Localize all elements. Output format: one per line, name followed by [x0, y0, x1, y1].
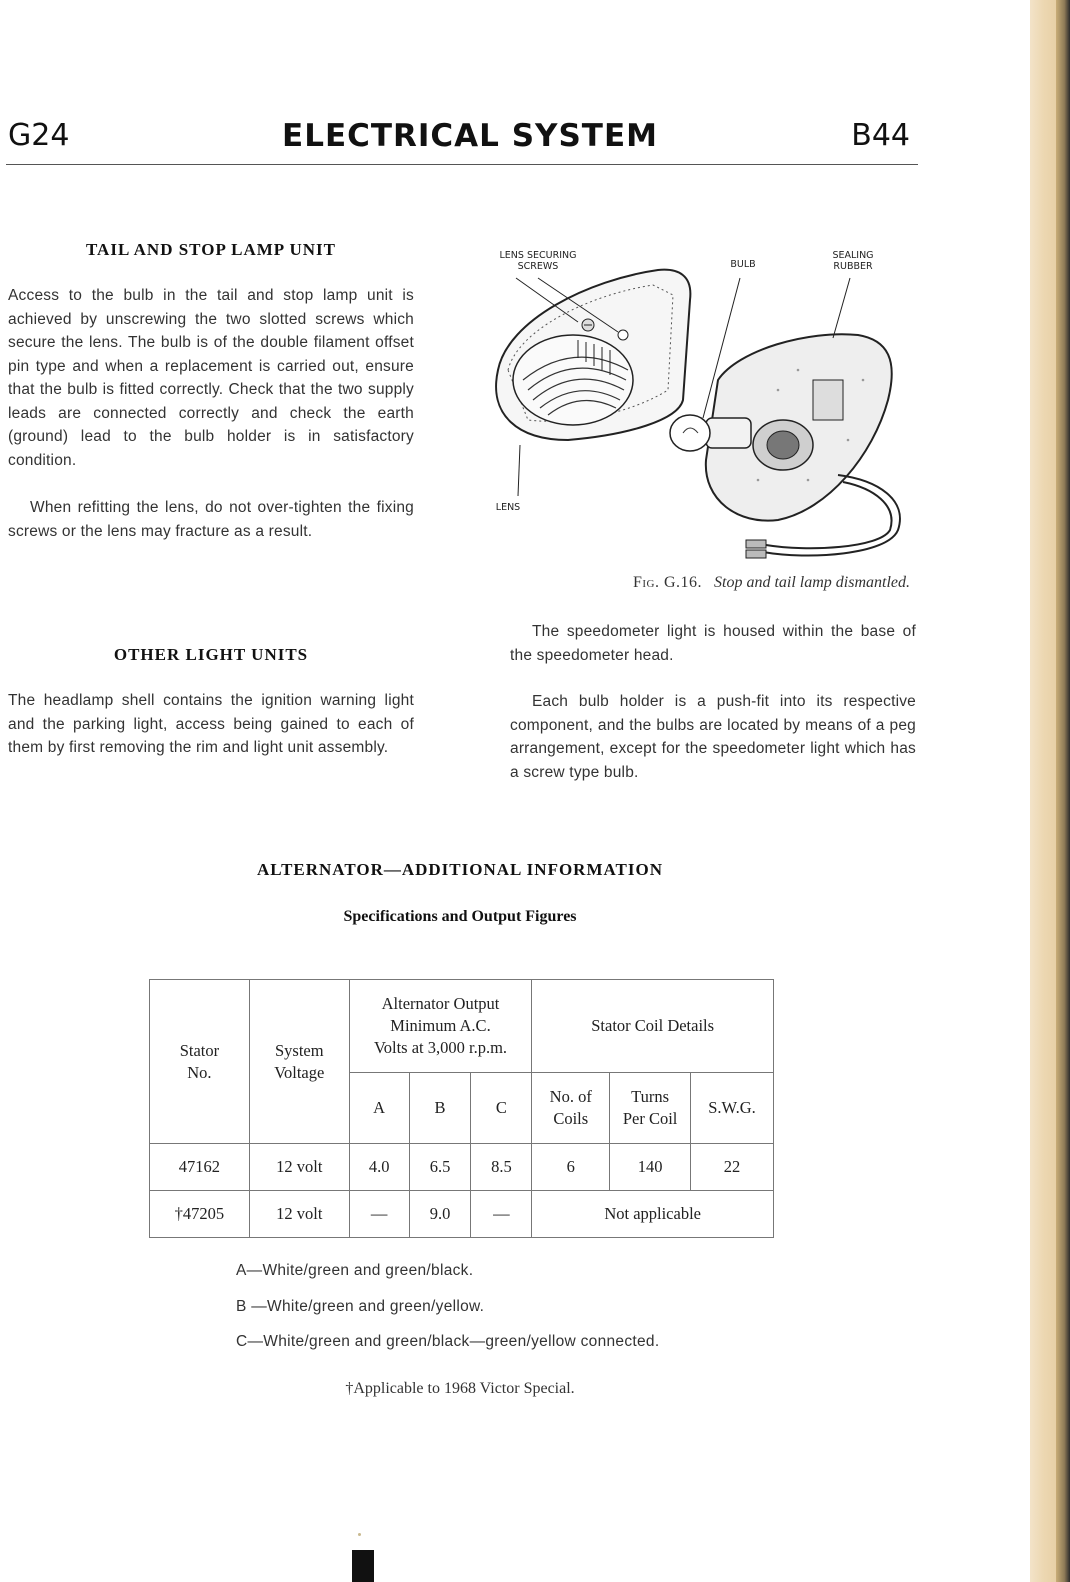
lamp-figure [478, 240, 908, 580]
header-a: A [349, 1073, 409, 1144]
header-system-voltage [249, 980, 349, 1144]
alternator-heading: ALTERNATOR—ADDITIONAL INFORMATION [257, 860, 663, 879]
page-section-code: G24 [8, 118, 70, 153]
tail-lamp-paragraph-2: When refitting the lens, do not over-tighten the fixing screws or the lens may fracture as a result. [8, 499, 414, 540]
label-sealing-rubber [823, 250, 883, 272]
table-row [150, 1191, 774, 1238]
cell-b: 6.5 [409, 1144, 471, 1191]
other-lights-heading: OTHER LIGHT UNITS [113, 645, 309, 664]
header-stator-line2: No. [187, 1062, 212, 1082]
figure-caption [478, 574, 910, 592]
label-lens-securing-screws [478, 250, 598, 272]
cell-b: 9.0 [409, 1191, 471, 1238]
header-output-line1: Alternator Output [381, 994, 500, 1013]
tail-lamp-heading: TAIL AND STOP LAMP UNIT [85, 240, 337, 259]
header-turns-per-coil [610, 1073, 691, 1144]
header-coils-line2: Coils [553, 1109, 589, 1128]
cell-a: 4.0 [349, 1144, 409, 1191]
table-notes [236, 1262, 659, 1369]
header-stator-no [150, 980, 250, 1144]
cell-a: — [349, 1191, 409, 1238]
cell-stator: †47205 [150, 1191, 250, 1238]
label-lens-securing-line2: SCREWS [517, 261, 559, 272]
header-swg: S.W.G. [691, 1073, 774, 1144]
page-binding-edge [1056, 0, 1070, 1582]
tail-lamp-paragraph-1: Access to the bulb in the tail and stop lamp unit is achieved by unscrewing the two slotted screws which secure the lens. The bulb is of the double filament offset pin type and when a replacement is carried out, ensure that the bulb is fitted correctly. Check that the two supply leads are connected correctly and check the earth (ground) lead to the bulb holder is in satisfactory condition. [8, 287, 414, 469]
cell-stator: 47162 [150, 1144, 250, 1191]
header-output-line2: Minimum A.C. [390, 1016, 491, 1035]
other-lights-section [8, 645, 414, 760]
cell-voltage: 12 volt [249, 1191, 349, 1238]
other-lights-paragraph: The headlamp shell contains the ignition warning light and the parking light, access being gained to each of them by first removing the rim and light unit assembly. [8, 692, 414, 756]
note-a: A—White/green and green/black. [236, 1262, 474, 1279]
header-voltage-line1: System [274, 1040, 324, 1060]
cell-turns: 140 [610, 1144, 691, 1191]
cell-voltage: 12 volt [249, 1144, 349, 1191]
table-row [150, 1144, 774, 1191]
table-header-row [150, 980, 774, 1073]
cell-c: — [471, 1191, 532, 1238]
label-sealing-line2: RUBBER [833, 261, 873, 272]
header-output-line3: Volts at 3,000 r.p.m. [373, 1038, 508, 1057]
page-title: ELECTRICAL SYSTEM [282, 118, 658, 154]
header-turns-line1: Turns [631, 1087, 670, 1106]
cell-coils: 6 [532, 1144, 610, 1191]
bulb-holder-paragraph: Each bulb holder is a push-fit into its respective component, and the bulbs are located by means of a peg arrangement, except for the speedometer light which has a screw type bulb. [510, 693, 916, 781]
header-alternator-output [349, 980, 532, 1073]
lamp-illustration [478, 240, 908, 580]
page-model-code: B44 [851, 118, 910, 153]
note-c: C—White/green and green/black—green/yellow connected. [236, 1333, 660, 1350]
note-b: B —White/green and green/yellow. [236, 1297, 485, 1315]
header-coils-line1: No. of [549, 1087, 592, 1106]
header-stator-line1: Stator [179, 1040, 220, 1060]
cell-coil-details: Not applicable [532, 1191, 774, 1238]
figure-reference: Fig. G.16. [632, 574, 702, 591]
header-no-of-coils [532, 1073, 610, 1144]
label-lens: LENS [495, 502, 521, 513]
label-bulb: BULB [730, 259, 756, 270]
alternator-spec-table [149, 979, 774, 1238]
header-b: B [409, 1073, 471, 1144]
scan-speck [358, 1533, 361, 1536]
cell-c: 8.5 [471, 1144, 532, 1191]
speedometer-paragraph: The speedometer light is housed within the base of the speedometer head. [510, 623, 916, 664]
scan-mark [352, 1550, 374, 1582]
header-rule [6, 164, 918, 165]
tail-lamp-section [8, 240, 414, 543]
header-stator-coil-details: Stator Coil Details [532, 980, 774, 1073]
alternator-subheading: Specifications and Output Figures [343, 908, 577, 925]
cell-swg: 22 [691, 1144, 774, 1191]
header-voltage-line2: Voltage [274, 1062, 325, 1082]
dagger-note: †Applicable to 1968 Victor Special. [345, 1380, 575, 1397]
label-sealing-line1: SEALING [832, 250, 874, 261]
header-turns-line2: Per Coil [622, 1109, 678, 1128]
label-lens-securing-line1: LENS SECURING [499, 250, 577, 261]
figure-title: Stop and tail lamp dismantled. [714, 574, 910, 591]
header-c: C [471, 1073, 532, 1144]
right-column-text [510, 620, 916, 784]
